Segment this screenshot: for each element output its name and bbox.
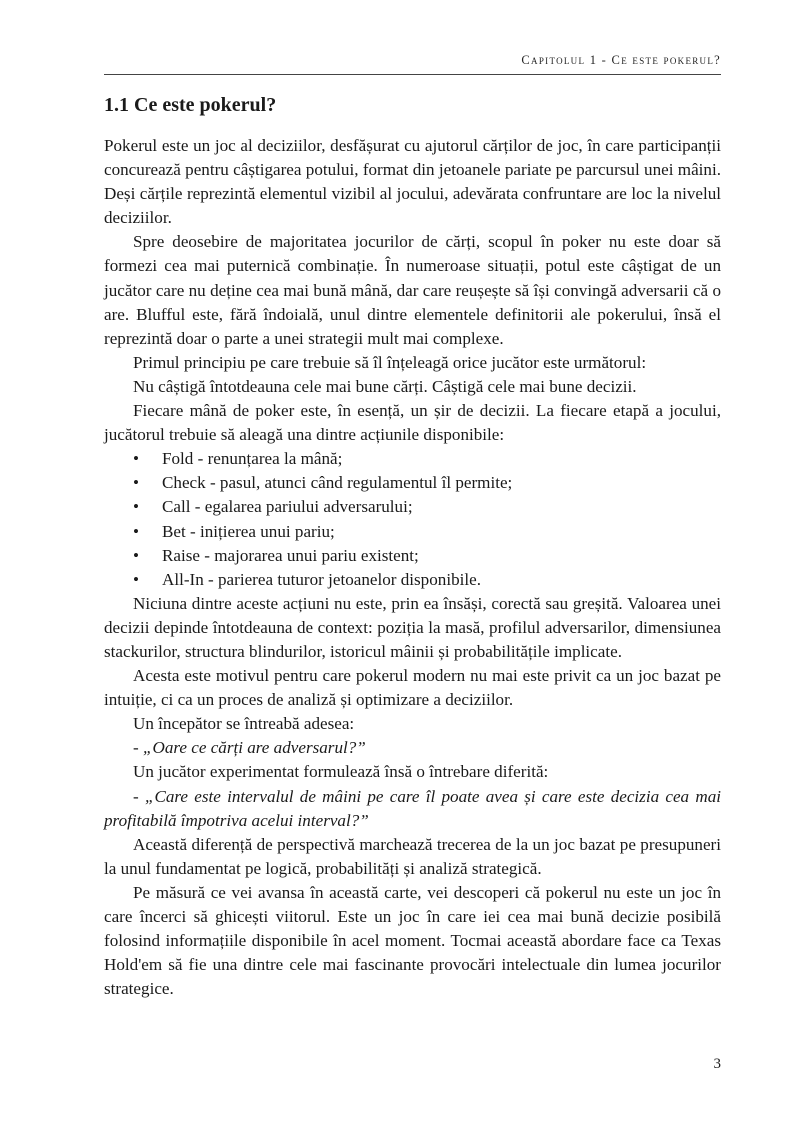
bullet-icon: • [133, 521, 139, 541]
expert-question: - „Care este intervalul de mâini pe care îl poate avea și care este decizia cea mai profitabilă împotriva acelui interval?” [104, 786, 721, 830]
paragraph: Un jucător experimentat formulează însă o întrebare diferită: [133, 762, 549, 782]
paragraph: Pe măsură ce vei avansa în această carte, vei descoperi că pokerul nu este un joc în care încerci să ghicești viitorul. Este un joc în care iei cea mai bună decizie posibilă folosind informațiile disponibile în acel moment. Tocmai această abordare face ca Texas Hold'em să fie una dintre cele mai fascinante provocări intelectuale din lumea jocurilor strategice. [104, 882, 721, 999]
bullet-icon: • [133, 473, 139, 493]
paragraph: Un începător se întreabă adesea: [133, 714, 355, 734]
paragraph: Acesta este motivul pentru care pokerul modern nu mai este privit ca un joc bazat pe intuiție, ci ca un proces de analiză și optimizare a deciziilor. [104, 666, 721, 710]
paragraph: Fiecare mână de poker este, în esență, un șir de decizii. La fiecare etapă a jocului, jucătorul trebuie să aleagă una dintre acțiunile disponibile: [104, 401, 721, 445]
page-body [104, 90, 721, 1001]
bullet-icon: • [133, 449, 139, 469]
list-item: • Check - pasul, atunci când regulamentul îl permite; [133, 471, 721, 495]
bullet-icon: • [133, 545, 139, 565]
beginner-question: - „Oare ce cărți are adversarul?” [133, 738, 366, 758]
key-principle: Nu câștigă întotdeauna cele mai bune cărți. Câștigă cele mai bune decizii. [133, 376, 637, 396]
list-item: • Bet - inițierea unui pariu; [133, 520, 721, 544]
bullet-icon: • [133, 497, 139, 517]
list-item: • All-In - parierea tuturor jetoanelor disponibile. [133, 568, 721, 592]
list-item: • Raise - majorarea unui pariu existent; [133, 544, 721, 568]
actions-list [104, 447, 721, 592]
paragraph: Primul principiu pe care trebuie să îl înțeleagă orice jucător este următorul: [133, 352, 647, 372]
page-number: 3 [713, 1056, 721, 1072]
paragraph: Pokerul este un joc al deciziilor, desfășurat cu ajutorul cărților de joc, în care participanții concurează pentru câștigarea potului, format din jetoanele pariate pe parcursul unei mâini. Deși cărțile reprezintă elementul vizibil al jocului, adevărata confruntare are loc la nivelul deciziilor. [104, 136, 721, 228]
section-title: 1.1 Ce este pokerul? [104, 94, 277, 116]
header-rule [104, 74, 721, 75]
paragraph: Această diferență de perspectivă marchează trecerea de la un joc bazat pe presupuneri la unul fundamentat pe logică, probabilități și analiză strategică. [104, 834, 721, 878]
list-item: • Fold - renunțarea la mână; [133, 447, 721, 471]
paragraph: Niciuna dintre aceste acțiuni nu este, prin ea însăși, corectă sau greșită. Valoarea unei decizii depinde întotdeauna de context: poziția la masă, profilul adversarilor, dimensiunea stackurilor, structura blindurilor, istoricul mâinii și probabilitățile implicate. [104, 593, 721, 661]
bullet-icon: • [133, 569, 139, 589]
list-item: • Call - egalarea pariului adversarului; [133, 495, 721, 519]
paragraph: Spre deosebire de majoritatea jocurilor de cărți, scopul în poker nu este doar să formezi cea mai puternică combinație. În numeroase situații, potul este câștigat de un jucător care nu deține cea mai bună mână, dar care reușește să își convingă adversarii că o are. Blufful este, fără îndoială, unul dintre elementele definitorii ale pokerului, însă el reprezintă doar o parte a unei strategii mult mai complexe. [104, 232, 721, 348]
running-header: Capitolul 1 - Ce este pokerul? [521, 53, 721, 67]
